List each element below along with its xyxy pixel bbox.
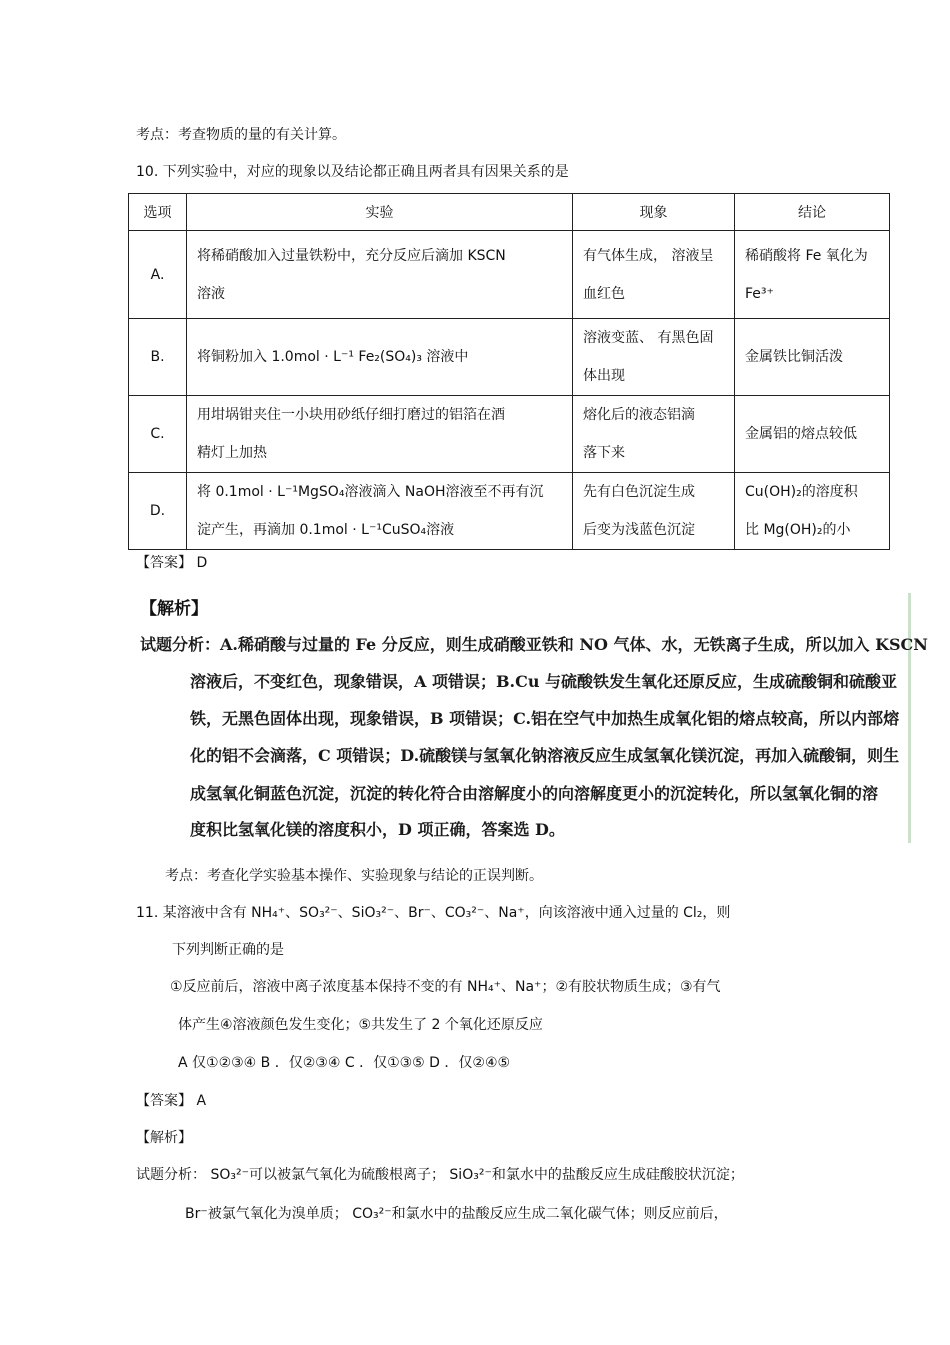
q10-stem: 10. 下列实验中，对应的现象以及结论都正确且两者具有因果关系的是 <box>136 164 569 180</box>
q10-analysis-line: 成氢氧化铜蓝色沉淀，沉淀的转化符合由溶解度小的向溶解度更小的沉淀转化，所以氢氧化铜的溶 <box>190 784 879 803</box>
row-experiment: 将稀硝酸加入过量铁粉中，充分反应后滴加 KSCN 溶液 <box>187 231 573 319</box>
q10-table <box>128 193 890 550</box>
row-conclusion: Cu(OH)₂的溶度积 比 Mg(OH)₂的小 <box>735 473 890 550</box>
row-option: A. <box>129 231 187 319</box>
q10-kaodian: 考点：考查化学实验基本操作、实验现象与结论的正误判断。 <box>165 868 543 884</box>
table-row <box>129 396 890 473</box>
header-option: 选项 <box>129 194 187 231</box>
row-conclusion: 金属铁比铜活泼 <box>735 319 890 396</box>
q11-answer: 【答案】 A <box>136 1093 207 1109</box>
q11-item-line1: ①反应前后，溶液中离子浓度基本保持不变的有 NH₄⁺、Na⁺；②有胶状物质生成；③有气 <box>170 979 721 995</box>
q10-analysis-line: 溶液后，不变红色，现象错误，A 项错误；B.Cu 与硫酸铁发生氧化还原反应，生成硫酸铜和硫酸亚 <box>190 672 898 691</box>
row-conclusion: 稀硝酸将 Fe 氧化为 Fe³⁺ <box>735 231 890 319</box>
table-row <box>129 473 890 550</box>
q10-analysis-title: 【解析】 <box>140 599 208 619</box>
row-option: D. <box>129 473 187 550</box>
row-option: B. <box>129 319 187 396</box>
q11-stem-line2: 下列判断正确的是 <box>172 942 284 958</box>
q9-kaodian: 考点：考查物质的量的有关计算。 <box>136 127 346 143</box>
q11-analysis-line1: 试题分析： SO₃²⁻可以被氯气氧化为硫酸根离子； SiO₃²⁻和氯水中的盐酸反应生成硅酸胶状沉淀； <box>136 1167 744 1183</box>
row-phenomenon: 熔化后的液态铝滴 落下来 <box>573 396 735 473</box>
row-conclusion: 金属铝的熔点较低 <box>735 396 890 473</box>
q11-stem-line1: 11. 某溶液中含有 NH₄⁺、SO₃²⁻、SiO₃²⁻、Br⁻、CO₃²⁻、Na⁺，向该溶液中通入过量的 Cl₂，则 <box>136 905 731 921</box>
row-phenomenon: 先有白色沉淀生成 后变为浅蓝色沉淀 <box>573 473 735 550</box>
q11-analysis-title: 【解析】 <box>136 1130 192 1146</box>
row-phenomenon: 有气体生成， 溶液呈 血红色 <box>573 231 735 319</box>
row-experiment: 将 0.1mol · L⁻¹MgSO₄溶液滴入 NaOH溶液至不再有沉 淀产生，再滴加 0.1mol · L⁻¹CuSO₄溶液 <box>187 473 573 550</box>
table-header-row <box>129 194 890 231</box>
q10-analysis-line: 化的铝不会滴落，C 项错误；D.硫酸镁与氢氧化钠溶液反应生成氢氧化镁沉淀，再加入硫酸铜，则生 <box>190 746 900 765</box>
q10-answer: 【答案】 D <box>136 555 208 571</box>
q10-analysis-line: 试题分析：A.稀硝酸与过量的 Fe 分反应，则生成硝酸亚铁和 NO 气体、水，无铁离子生成，所以加入 KSCN <box>140 635 928 654</box>
table-row <box>129 319 890 396</box>
header-experiment: 实验 <box>187 194 573 231</box>
row-experiment: 将铜粉加入 1.0mol · L⁻¹ Fe₂(SO₄)₃ 溶液中 <box>187 319 573 396</box>
q11-options: A 仅①②③④ B ．仅②③④ C ．仅①③⑤ D ．仅②④⑤ <box>178 1055 511 1071</box>
row-phenomenon: 溶液变蓝、 有黑色固 体出现 <box>573 319 735 396</box>
q10-analysis-line: 铁，无黑色固体出现，现象错误，B 项错误；C.铝在空气中加热生成氧化铝的熔点较高，所以内部熔 <box>190 709 900 728</box>
row-option: C. <box>129 396 187 473</box>
q11-analysis-line2: Br⁻被氯气氧化为溴单质； CO₃²⁻和氯水中的盐酸反应生成二氧化碳气体；则反应前后， <box>185 1206 728 1222</box>
table-row <box>129 231 890 319</box>
header-phenomenon: 现象 <box>573 194 735 231</box>
q10-analysis-line: 度积比氢氧化镁的溶度积小，D 项正确，答案选 D。 <box>190 820 565 839</box>
header-conclusion: 结论 <box>735 194 890 231</box>
q11-item-line2: 体产生④溶液颜色发生变化；⑤共发生了 2 个氧化还原反应 <box>178 1017 543 1033</box>
row-experiment: 用坩埚钳夹住一小块用砂纸仔细打磨过的铝箔在酒 精灯上加热 <box>187 396 573 473</box>
